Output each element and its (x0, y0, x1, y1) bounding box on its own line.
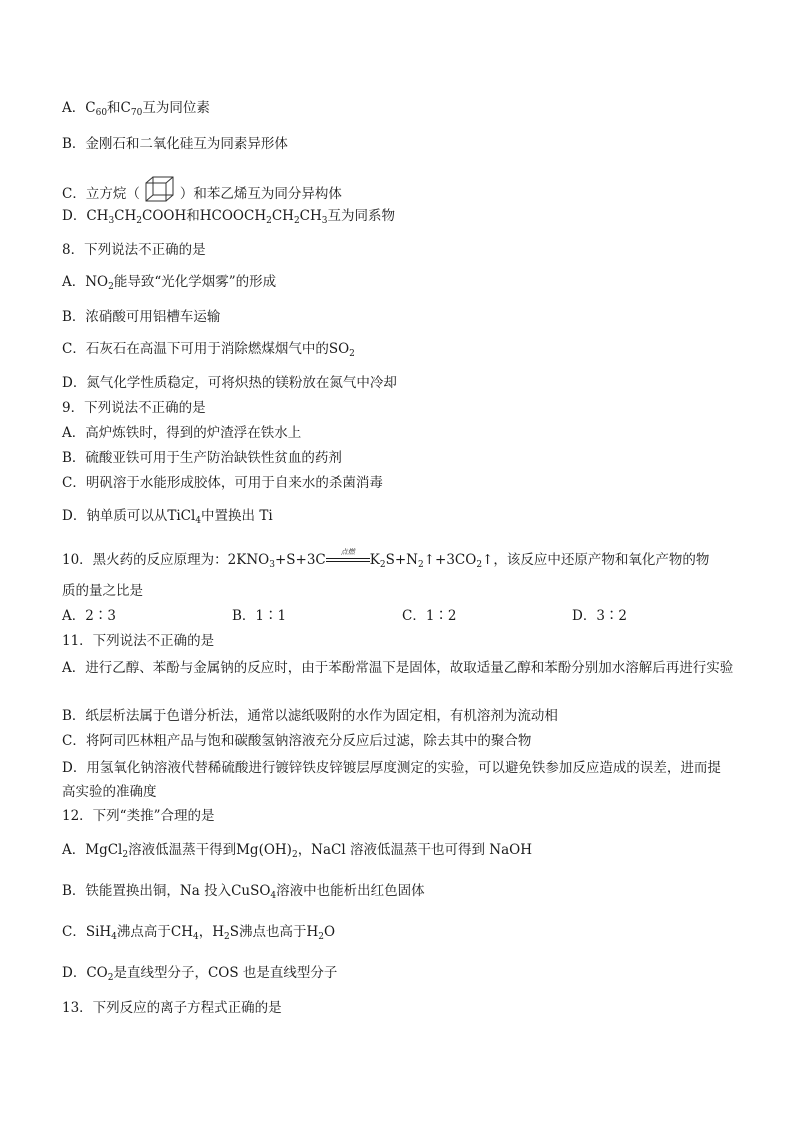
q9-option-c: C．明矾溶于水能形成胶体，可用于自来水的杀菌消毒 (62, 475, 383, 491)
q12-option-b: B．铁能置换出铜，Na 投入CuSO$_4$溶液中也能析出红色固体 (62, 883, 425, 901)
q11-option-d: D．用氢氧化钠溶液代替稀硫酸进行镀锌铁皮锌镀层厚度测定的实验，可以避免铁参加反应造成的误差，进而提高实验的准确度 (62, 760, 721, 800)
q7-option-c: C．立方烷（ ）和苯乙烯互为同分异构体 (62, 174, 342, 210)
q9-option-d: D．钠单质可以从TiCl$_4$中置换出 Ti (62, 508, 273, 526)
q7-option-a: A．$C_{60}$和$C_{70}$互为同位素 (62, 100, 210, 118)
q12-option-d: D．$CO_2$是直线型分子，COS 也是直线型分子 (62, 965, 338, 983)
q11-option-b: B．纸层析法属于色谱分析法，通常以滤纸吸附的水作为固定相，有机溶剂为流动相 (62, 708, 558, 724)
q8-option-c: C．石灰石在高温下可用于消除燃煤烟气中的$SO_2$ (62, 341, 355, 359)
q7-option-d: D．$CH_3CH_2COOH$和$HCOOCH_2CH_2CH_3$互为同系物 (62, 208, 396, 226)
q10-option-c: C．1∶2 (402, 608, 457, 624)
q8-stem: 8．下列说法不正确的是 (62, 242, 206, 258)
cubane-structure-icon (142, 174, 178, 210)
q9-stem: 9．下列说法不正确的是 (62, 400, 206, 416)
q10-stem-line2: 质的量之比是 (62, 583, 143, 599)
q10-option-d: D．3∶2 (572, 608, 628, 624)
q12-option-a: A．MgCl$_2$溶液低温蒸干得到$Mg(OH)_2$，NaCl 溶液低温蒸干也可得到 NaOH (62, 842, 532, 860)
q9-option-b: B．硫酸亚铁可用于生产防治缺铁性贫血的药剂 (62, 450, 342, 466)
q12-option-c: C．SiH$_4$沸点高于$CH_4$，$H_2S$沸点也高于$H_2O$ (62, 924, 336, 942)
q10-options (62, 606, 742, 626)
q8-option-d: D．氮气化学性质稳定，可将炽热的镁粉放在氮气中冷却 (62, 375, 397, 391)
q11-stem: 11．下列说法不正确的是 (62, 633, 215, 649)
q10-option-b: B．1∶1 (232, 608, 287, 624)
q8-option-a: A．$NO_2$能导致“光化学烟雾”的形成 (62, 274, 277, 292)
q12-stem: 12．下列“类推”合理的是 (62, 808, 215, 824)
q11-option-c: C．将阿司匹林粗产品与饱和碳酸氢钠溶液充分反应后过滤，除去其中的聚合物 (62, 733, 532, 749)
q7-option-b: B．金刚石和二氧化硅互为同素异形体 (62, 136, 288, 152)
q13-stem: 13．下列反应的离子方程式正确的是 (62, 1000, 282, 1016)
q9-option-a: A．高炉炼铁时，得到的炉渣浮在铁水上 (62, 425, 302, 441)
q11-option-a: A．进行乙醇、苯酚与金属钠的反应时，由于苯酚常温下是固体，故取适量乙醇和苯酚分别加水溶解后再进行实验 (62, 660, 734, 676)
q8-option-b: B．浓硝酸可用铝槽车运输 (62, 309, 221, 325)
q10-stem: 10．黑火药的反应原理为：$2KNO_3+S+3C$ 点燃 $K_2S+N_2↑+3CO_2↑$，该反应中还原产物和氧化产物的物 (62, 548, 710, 570)
reaction-arrow: 点燃 (326, 552, 370, 566)
q10-option-a: A．2∶3 (62, 608, 116, 624)
